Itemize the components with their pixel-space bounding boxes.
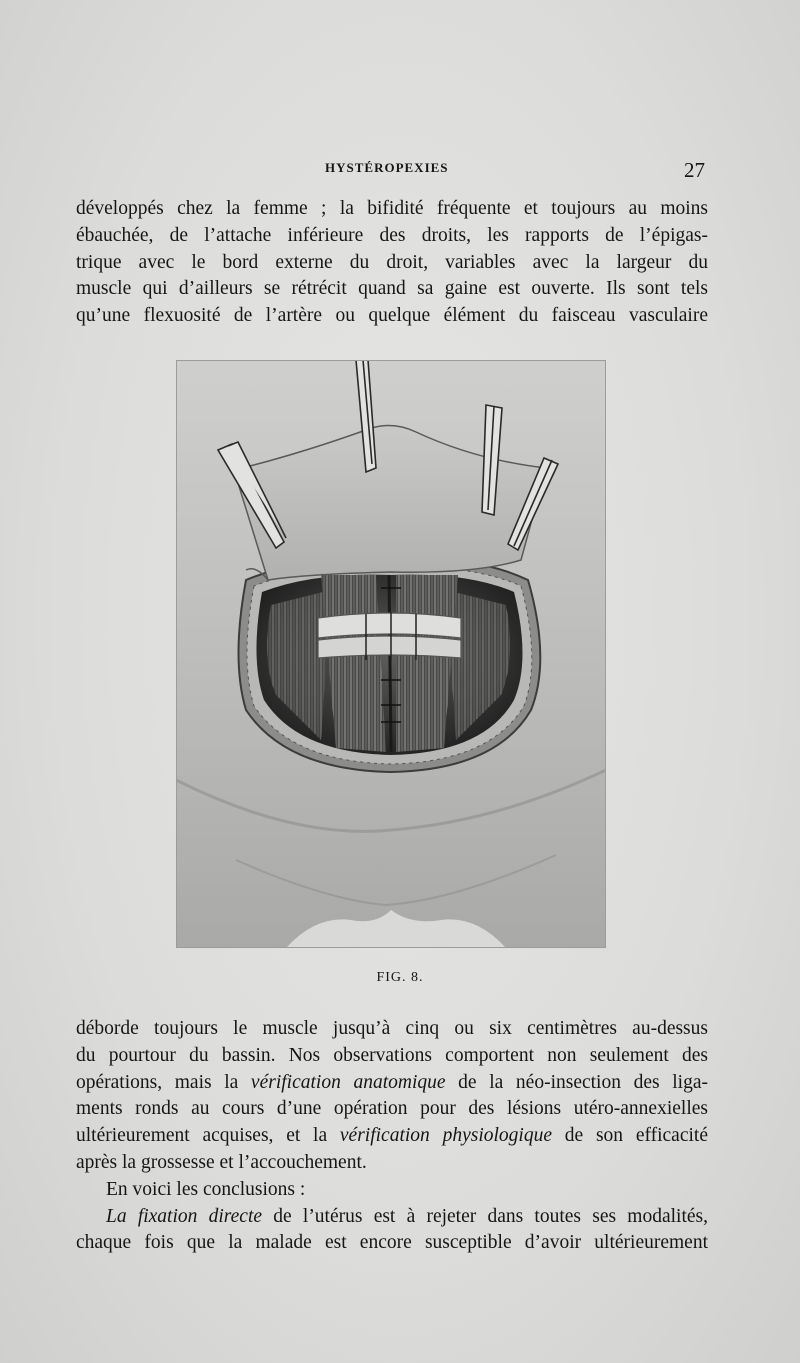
- text-line: déborde toujours le muscle jusqu’à cinq ou six centimètres au-dessus: [76, 1018, 708, 1039]
- italic-run: vérification physiologique: [339, 1125, 552, 1147]
- text-line: trique avec le bord externe du droit, variables avec la largeur du: [76, 251, 708, 273]
- text-run: de l’utérus est à rejeter dans toutes ses modalités,: [262, 1205, 708, 1227]
- page-number: 27: [684, 158, 705, 182]
- round-ligament-upper: [318, 613, 461, 638]
- text-line: du pourtour du bassin. Nos observations comportent non seulement des: [76, 1044, 708, 1066]
- italic-run: vérification anatomique: [250, 1071, 446, 1093]
- text-line: chaque fois que la malade est encore susceptible d’avoir ultérieurement: [76, 1232, 708, 1254]
- anatomical-illustration: [176, 360, 606, 948]
- text-line: En voici les conclusions :: [106, 1178, 306, 1200]
- text-line: développés chez la femme ; la bifidité fréquente et toujours au moins: [76, 198, 708, 219]
- top-paragraph: [76, 196, 708, 330]
- bottom-paragraph: [76, 1016, 708, 1257]
- text-line: [76, 1204, 708, 1231]
- text-line: muscle qui d’ailleurs se rétrécit quand sa gaine est ouverte. Ils sont tels: [76, 278, 708, 300]
- text-line: ments ronds au cours d’une opération pour des lésions utéro-annexielles: [76, 1098, 708, 1120]
- text-line: après la grossesse et l’accouchement.: [76, 1151, 367, 1173]
- text-line: ébauchée, de l’attache inférieure des droits, les rapports de l’épigas-: [76, 224, 708, 246]
- text-run: de la néo-insection des liga-: [445, 1071, 708, 1093]
- italic-run: La fixation directe: [106, 1205, 263, 1227]
- round-ligament-lower: [318, 636, 461, 658]
- figure-caption: [0, 970, 800, 986]
- running-head: [0, 158, 800, 184]
- text-run: ultérieurement acquises, et la: [76, 1125, 340, 1147]
- running-title: HYSTÉROPEXIES: [325, 160, 449, 175]
- figure-caption-text: FIG. 8.: [376, 970, 424, 985]
- text-line: qu’une flexuosité de l’artère ou quelque élément du faisceau vasculaire: [76, 305, 708, 327]
- text-line: [76, 1123, 708, 1150]
- text-line: [76, 1070, 708, 1097]
- text-run: opérations, mais la: [76, 1071, 251, 1093]
- text-run: de son efficacité: [551, 1125, 708, 1147]
